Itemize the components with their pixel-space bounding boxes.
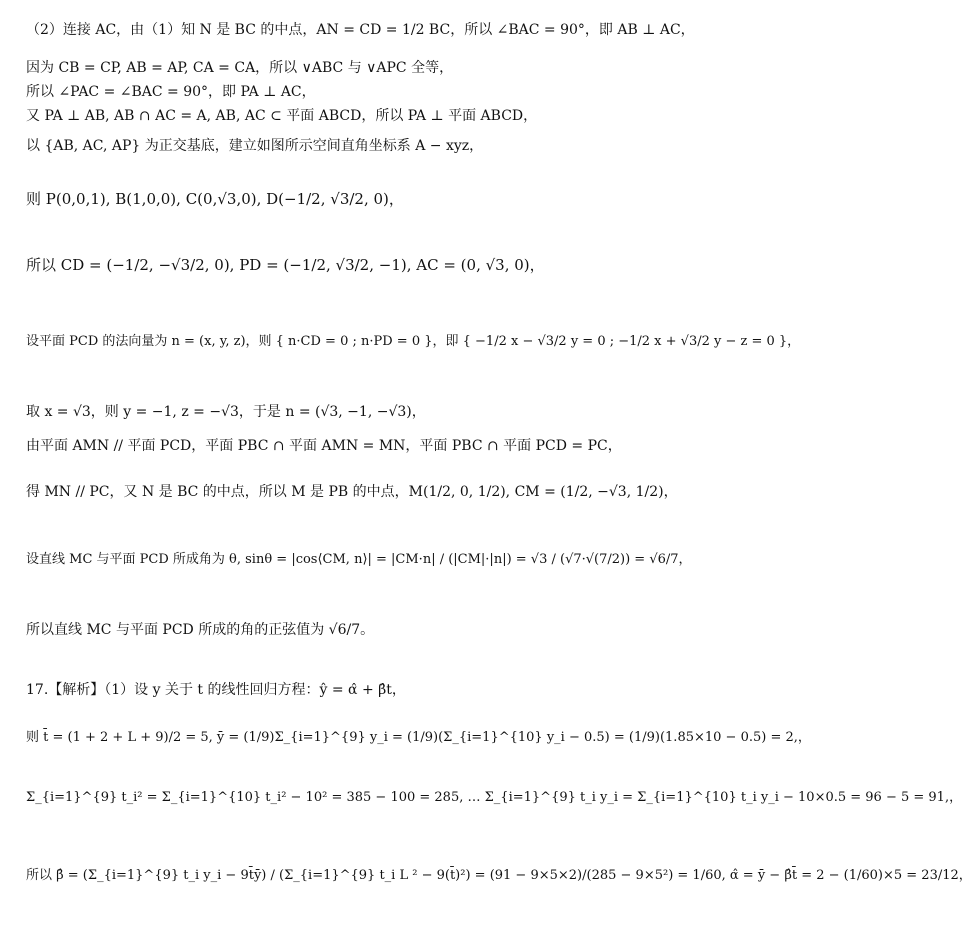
text-line-2: 因为 CB = CP, AB = AP, CA = CA，所以 ∨ABC 与 ∨APC 全等， — [26, 60, 454, 76]
text-line-13: 所以直线 MC 与平面 PCD 所成的角的正弦值为 √6/7。 — [26, 622, 375, 638]
text-line-7: 所以 CD = (−1/2, −√3/2, 0), PD = (−1/2, √3/2, −1), AC = (0, √3, 0)， — [26, 256, 545, 274]
text-line-5: 以 {AB, AC, AP} 为正交基底，建立如图所示空间直角坐标系 A − xyz， — [26, 138, 484, 154]
text-line-16: Σ_{i=1}^{9} t_i² = Σ_{i=1}^{10} t_i² − 10² = 385 − 100 = 285, … Σ_{i=1}^{9} t_i y_i = Σ_{i=1}^{10} t_i y_i − 10×0.5 = 96 − 5 = 91,， — [26, 790, 963, 805]
text-line-9: 取 x = √3，则 y = −1, z = −√3，于是 n = (√3, −1, −√3)， — [26, 404, 426, 420]
text-line-6: 则 P(0,0,1), B(1,0,0), C(0,√3,0), D(−1/2, √3/2, 0)， — [26, 190, 404, 208]
text-line-12: 设直线 MC 与平面 PCD 所成角为 θ, sinθ = |cos⟨CM, n⟩| = |CM·n| / (|CM|·|n|) = √3 / (√7·√(7/2)) = √6/7， — [26, 552, 692, 567]
text-line-3: 所以 ∠PAC = ∠BAC = 90°，即 PA ⊥ AC， — [26, 84, 316, 100]
text-line-1: （2）连接 AC，由（1）知 N 是 BC 的中点，AN = CD = 1/2 BC，所以 ∠BAC = 90°，即 AB ⊥ AC， — [26, 22, 695, 38]
text-line-4: 又 PA ⊥ AB, AB ∩ AC = A, AB, AC ⊂ 平面 ABCD，所以 PA ⊥ 平面 ABCD， — [26, 108, 538, 124]
text-line-14: 17.【解析】（1）设 y 关于 t 的线性回归方程：ŷ = α̂ + β̂t， — [26, 682, 406, 698]
text-line-15: 则 t̄ = (1 + 2 + L + 9)/2 = 5, ȳ = (1/9)Σ_{i=1}^{9} y_i = (1/9)(Σ_{i=1}^{10} y_i − 0.5) = (1/9)(1.85×10 − 0.5) = 2,， — [26, 730, 811, 745]
text-line-10: 由平面 AMN // 平面 PCD，平面 PBC ∩ 平面 AMN = MN，平面 PBC ∩ 平面 PCD = PC， — [26, 438, 622, 454]
text-line-17: 所以 β̂ = (Σ_{i=1}^{9} t_i y_i − 9t̄ȳ) / (Σ_{i=1}^{9} t_i L ² − 9(t̄)²) = (91 − 9×5×2)/(285 − 9×5²) = 1/60, α̂ = ȳ − β̂t̄ = 2 − (1/60)×5 = 23/12， — [26, 868, 972, 883]
text-line-11: 得 MN // PC，又 N 是 BC 的中点，所以 M 是 PB 的中点，M(1/2, 0, 1/2), CM = (1/2, −√3, 1/2)， — [26, 484, 678, 500]
text-line-8: 设平面 PCD 的法向量为 n = (x, y, z)，则 { n·CD = 0 ; n·PD = 0 }，即 { −1/2 x − √3/2 y = 0 ; −1/2 x + √3/2 y − z = 0 }， — [26, 334, 801, 349]
